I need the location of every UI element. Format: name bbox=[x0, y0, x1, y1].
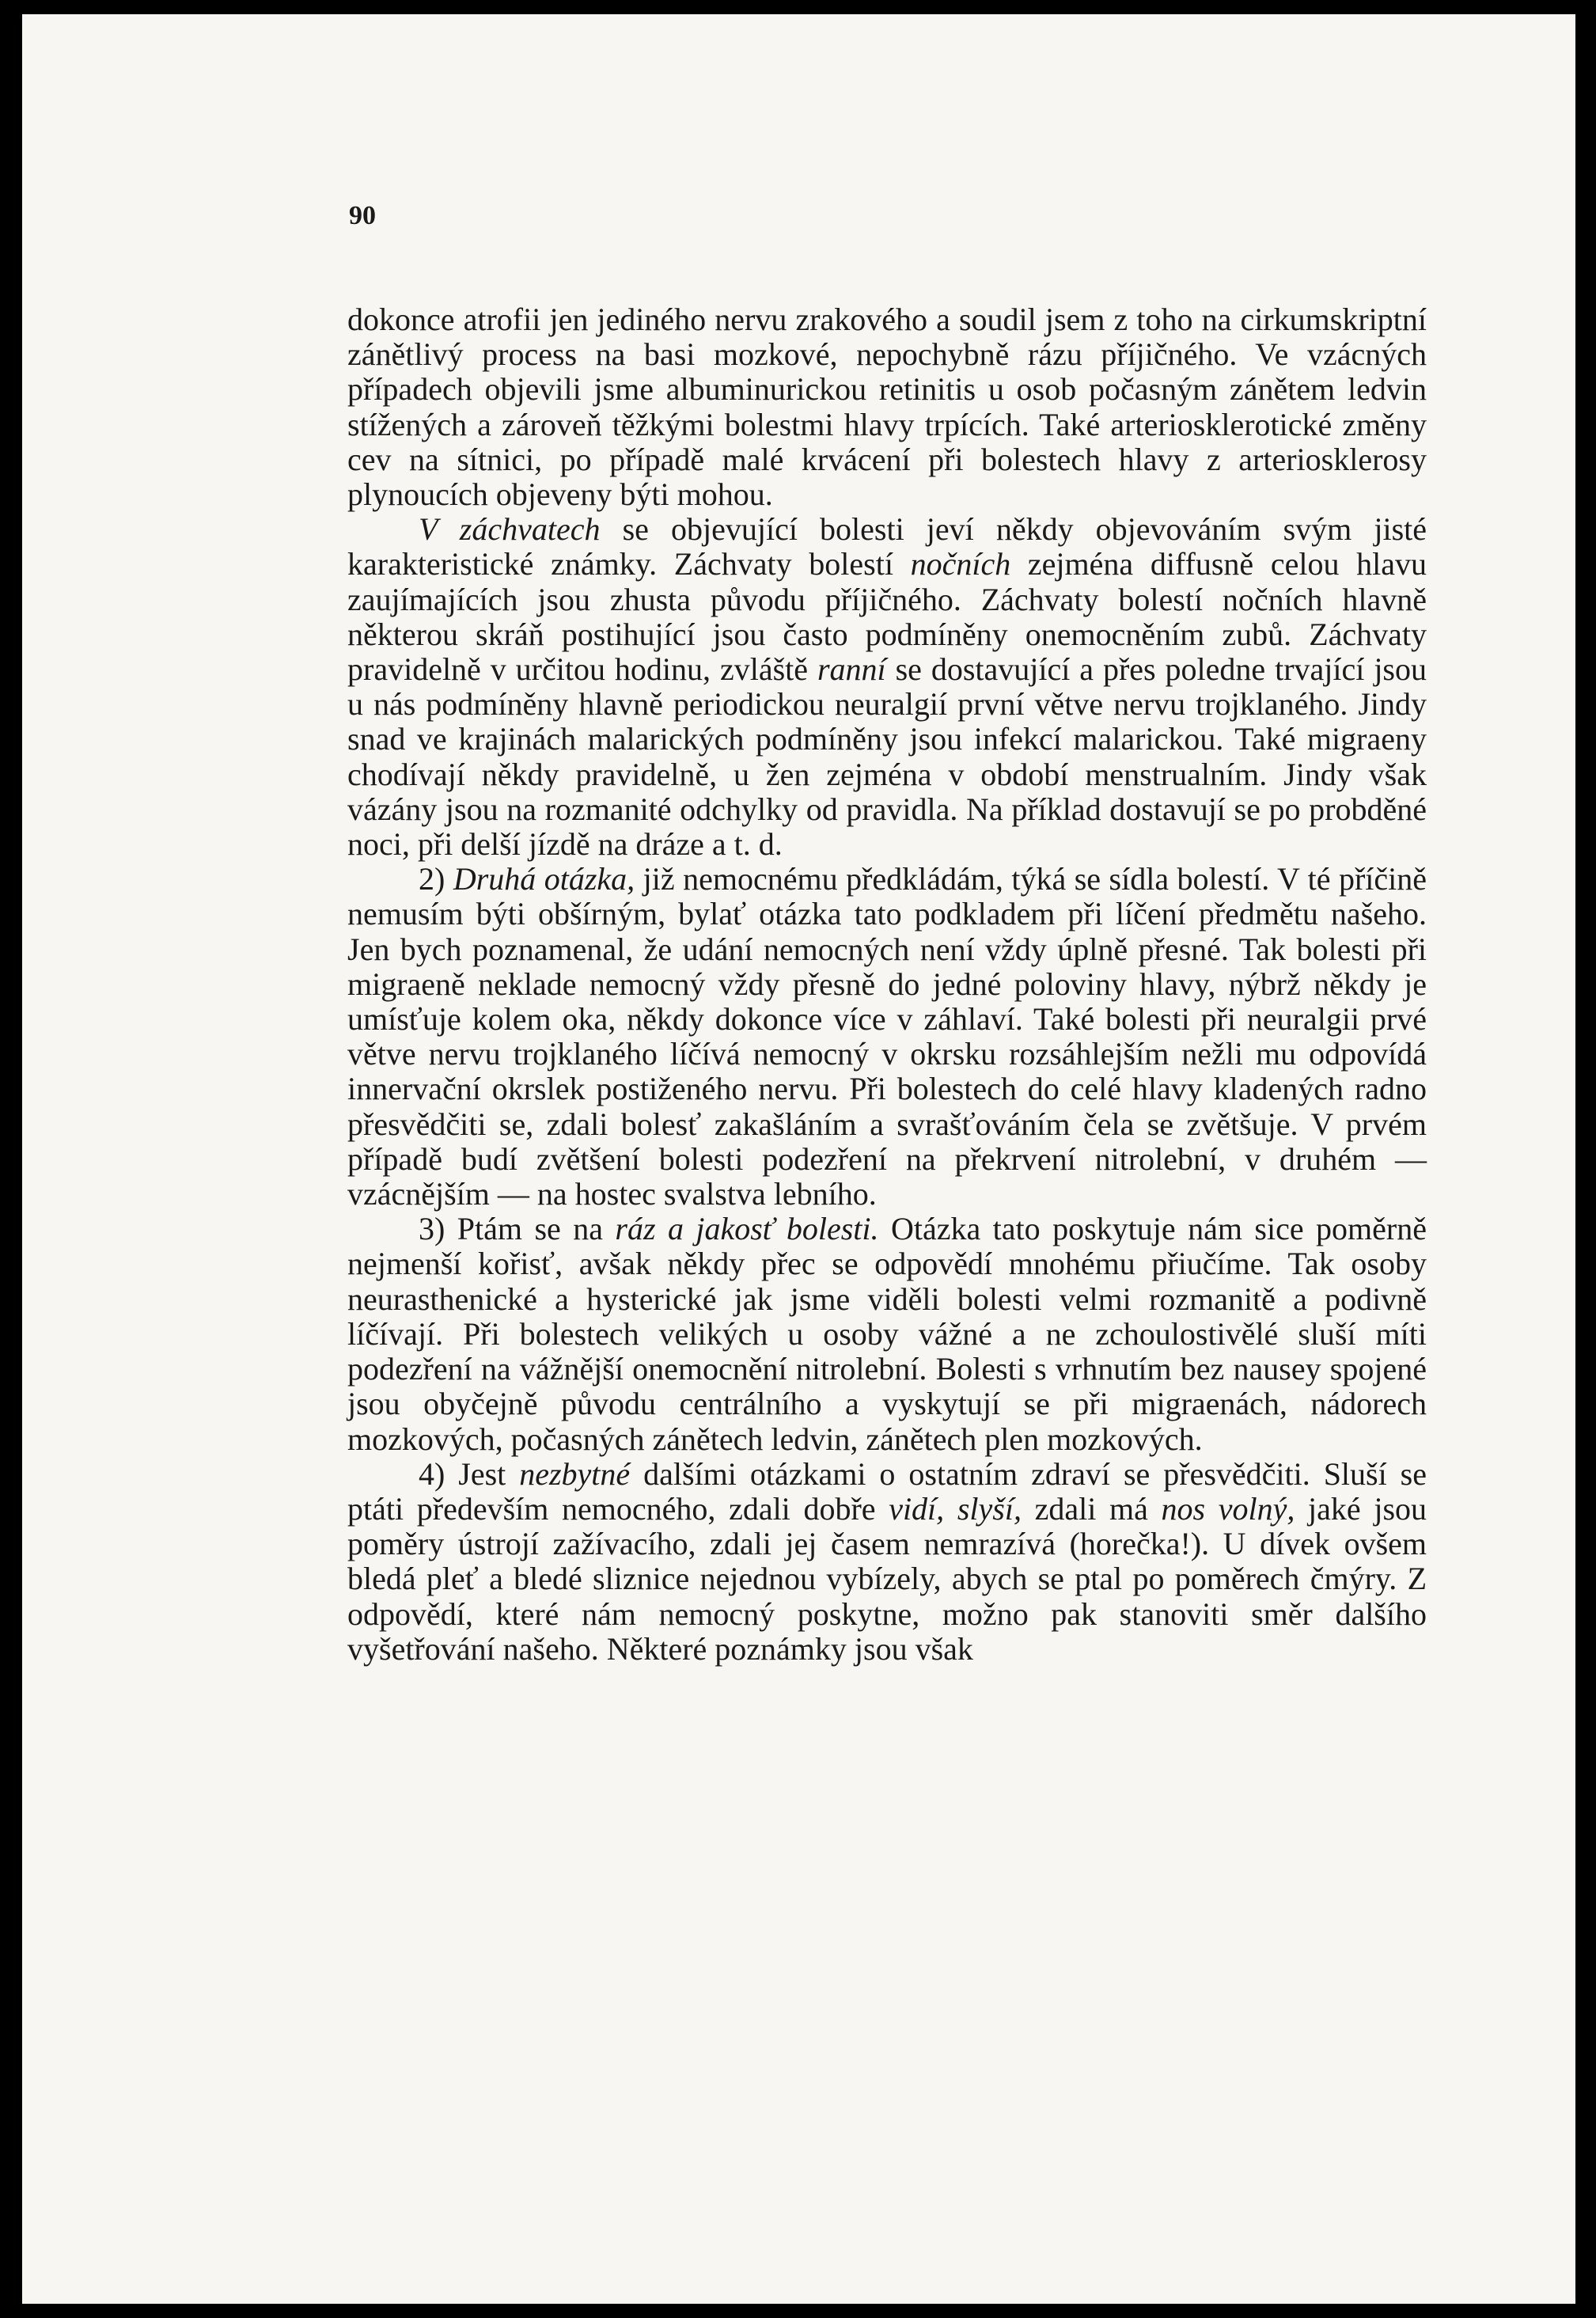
italic-phrase: vidí, slyší, bbox=[889, 1490, 1022, 1527]
text-run: dalšími otázkami o ostatním zdraví se přesvědčiti. Sluší se ptáti především nemocného, zdali dobře bbox=[347, 1455, 1427, 1527]
text-run: 4) Jest bbox=[419, 1455, 520, 1492]
book-page bbox=[22, 14, 1575, 2304]
text-run: se objevující bolesti jeví někdy objevováním svým jisté karakteristické známky. Záchvaty bolestí bbox=[347, 511, 1427, 582]
italic-phrase: nos volný, bbox=[1161, 1490, 1295, 1527]
text-run: dokonce atrofii jen jediného nervu zrakového a soudil jsem z toho na cirkumskriptní zánětlivý process na basi mozkové, nepochybně rázu příjičného. Ve vzácných případech objevili jsme albuminurickou retinitis u osob počasným zánětem ledvin stížených a zároveň těžkými bolestmi hlavy trpících. Také arteriosklerotické změny cev na sítnici, po případě malé krvácení při bolestech hlavy z arteriosklerosy plynoucích objeveny býti mohou. bbox=[347, 302, 1427, 513]
paragraph bbox=[347, 512, 1427, 862]
text-run: jaké jsou poměry ústrojí zažívacího, zdali jej časem nemrazívá (horečka!). U dívek ovšem bledá pleť a bledé sliznice nejednou vybízely, abych se ptal po poměrech čmýry. Z odpovědí, které nám nemocný poskytne, možno pak stanoviti směr dalšího vyšetřování našeho. Některé poznámky jsou však bbox=[347, 1490, 1427, 1667]
text-run: již nemocnému předkládám, týká se sídla bolestí. V té příčině nemusím býti obšírným, bylať otázka tato podkladem při líčení předmětu našeho. Jen bych poznamenal, že udání nemocných není vždy úplně přesné. Tak bolesti při migraeně neklade nemocný vždy přesně do jedné poloviny hlavy, nýbrž někdy je umísťuje kolem oka, někdy dokonce více v záhlaví. Také bolesti při neuralgii prvé větve nervu trojklaného líčívá nemocný v okrsku rozsáhlejším nežli mu odpovídá innervační okrslek postiženého nervu. Při bolestech do celé hlavy kladených radno přesvědčiti se, zdali bolesť zakašláním a svrašťováním čela se zvětšuje. V prvém případě budí zvětšení bolesti podezření na překrvení nitrolební, v druhém — vzácnějším — na hostec svalstva lebního. bbox=[347, 861, 1427, 1212]
italic-phrase: nezbytné bbox=[519, 1455, 631, 1492]
italic-phrase: V záchvatech bbox=[419, 511, 601, 548]
paragraph bbox=[347, 1212, 1427, 1456]
text-run: 3) Ptám se na bbox=[419, 1211, 616, 1247]
text-run: se dostavující a přes poledne trvající jsou u nás podmíněny hlavně periodickou neuralgií první větve nervu trojklaného. Jindy snad ve krajinách malarických podmíněny jsou infekcí malarickou. Také migraeny chodívají někdy pravidelně, u žen zejména v období menstrualním. Jindy však vázány jsou na rozmanité odchylky od pravidla. Na příklad dostavují se po probděné noci, při delší jízdě na dráze a t. d. bbox=[347, 651, 1427, 863]
italic-phrase: ranní bbox=[817, 651, 886, 688]
text-run: Otázka tato poskytuje nám sice poměrně nejmenší kořisť, avšak někdy přec se odpovědí mnohému přiučíme. Tak osoby neurasthenické a hysterické jak jsme viděli bolesti velmi rozmanitě a podivně líčívají. Při bolestech velikých u osoby vážné a ne zchoulostivělé sluší míti podezření na vážnější onemocnění nitrolební. Bolesti s vrhnutím bez nausey spojené jsou obyčejně původu centrálního a vyskytují se při migraenách, nádorech mozkových, počasných zánětech ledvin, zánětech plen mozkových. bbox=[347, 1211, 1427, 1457]
italic-phrase: ráz a jakosť bolesti. bbox=[615, 1211, 879, 1247]
text-run: zdali má bbox=[1021, 1490, 1162, 1527]
body-text bbox=[347, 302, 1427, 1667]
paragraph bbox=[347, 862, 1427, 1212]
italic-phrase: Druhá otázka, bbox=[453, 861, 635, 897]
page-number: 90 bbox=[349, 201, 376, 230]
paragraph bbox=[347, 1457, 1427, 1667]
paragraph bbox=[347, 302, 1427, 512]
text-run: 2) bbox=[419, 861, 453, 897]
italic-phrase: nočních bbox=[910, 546, 1011, 582]
text-run: zejména diffusně celou hlavu zaujímajících jsou zhusta původu příjičného. Záchvaty bolestí nočních hlavně některou skráň postihující jsou často podmíněny onemocněním zubů. Záchvaty pravidelně v určitou hodinu, zvláště bbox=[347, 546, 1427, 688]
